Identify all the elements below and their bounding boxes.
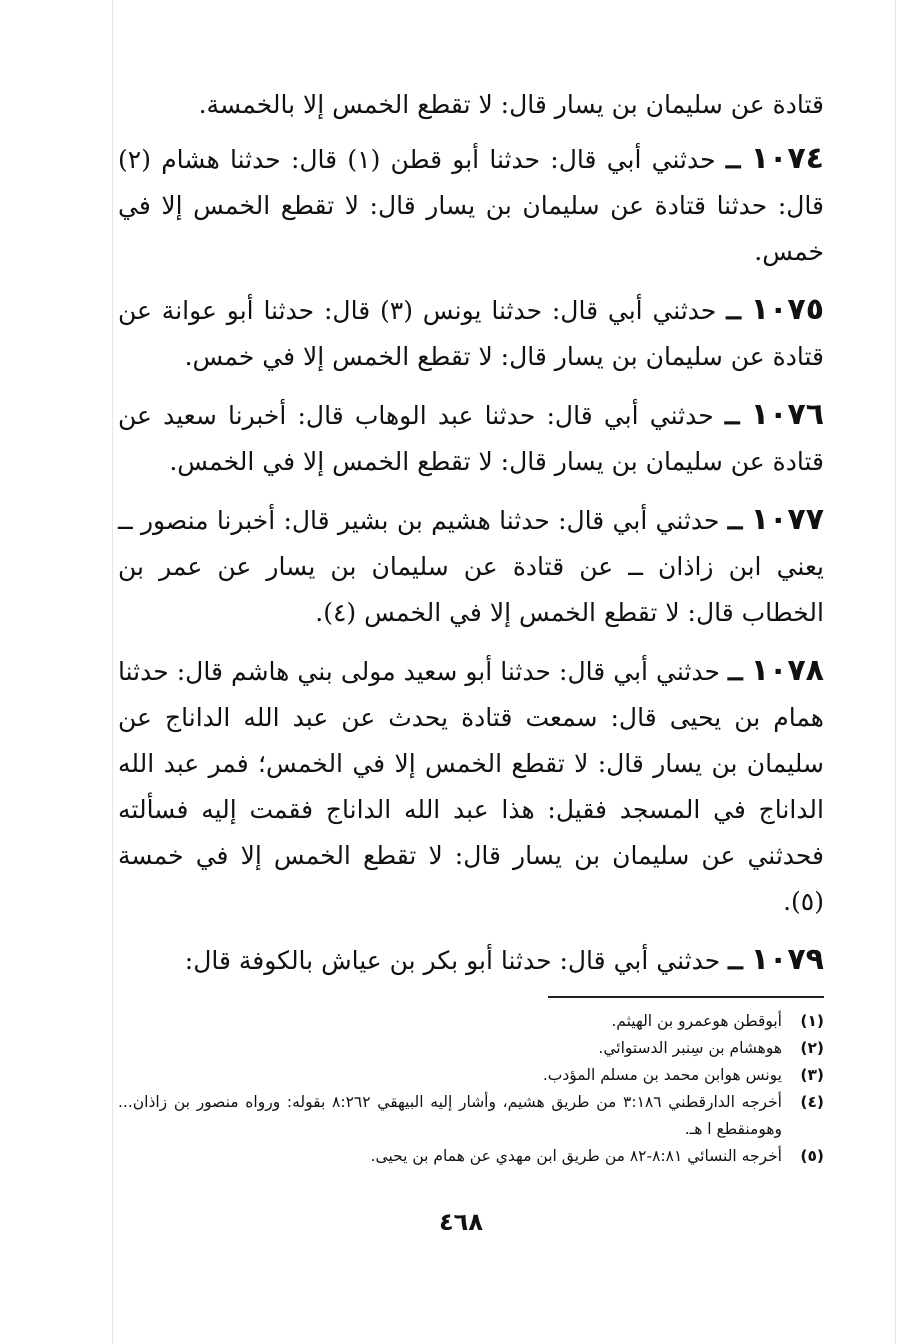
document-page (118, 82, 824, 1170)
hadith-dash: ــ (725, 145, 741, 174)
hadith-dash: ــ (728, 657, 743, 686)
hadith-text: حدثني أبي قال: حدثنا عبد الوهاب قال: أخبرنا سعيد عن قتادة عن سليمان بن يسار قال: لا تقطع الخمس إلا في الخمس. (118, 401, 824, 476)
hadith-number: ١٠٧٨ (750, 653, 824, 688)
footnote (118, 1143, 824, 1170)
footnote (118, 1035, 824, 1062)
footnote-number: (١) (800, 1012, 824, 1030)
footnote-number: (٥) (800, 1147, 824, 1165)
page-number: ٤٦٨ (439, 1208, 483, 1236)
hadith-number: ١٠٧٤ (750, 141, 824, 176)
footnote-number: (٣) (800, 1066, 824, 1084)
hadith-dash: ــ (727, 506, 743, 535)
footnote-text: أخرجه الدارقطني ٣:١٨٦ من طريق هشيم، وأشار إليه البيهقي ٨:٢٦٢ بقوله: ورواه منصور بن زاذان... وهومنقطع ا هـ. (118, 1093, 782, 1138)
hadith-1074 (118, 136, 824, 275)
hadith-dash: ــ (728, 946, 743, 975)
hadith-text: حدثني أبي قال: حدثنا هشيم بن بشير قال: أخبرنا منصور ــ يعني ابن زاذان ــ عن قتادة عن سليمان بن يسار عن عمر بن الخطاب قال: لا تقطع الخمس إلا في الخمس (٤). (118, 506, 824, 627)
hadith-number: ١٠٧٧ (750, 502, 825, 537)
hadith-1076 (118, 392, 824, 485)
hadith-1078 (118, 648, 824, 925)
hadith-1077 (118, 497, 824, 636)
hadith-text: حدثني أبي قال: حدثنا أبو بكر بن عياش بالكوفة قال: (184, 946, 721, 975)
hadith-text: حدثني أبي قال: حدثنا يونس (٣) قال: حدثنا أبو عوانة عن قتادة عن سليمان بن يسار قال: لا تقطع الخمس إلا في خمس. (118, 296, 824, 371)
footnote (118, 1089, 824, 1143)
hadith-dash: ــ (726, 296, 741, 325)
footnote-number: (٢) (800, 1039, 824, 1057)
footnote (118, 1062, 824, 1089)
footnote-number: (٤) (800, 1093, 824, 1111)
paragraph-continuation (118, 82, 824, 128)
page-edge-mark-left (112, 0, 113, 1344)
paragraph-text: قتادة عن سليمان بن يسار قال: لا تقطع الخمس إلا بالخمسة. (198, 90, 824, 119)
hadith-1075 (118, 287, 824, 380)
page-edge-mark-right (895, 0, 896, 1344)
footnotes (118, 1008, 824, 1170)
hadith-text: حدثني أبي قال: حدثنا أبو قطن (١) قال: حدثنا هشام (٢) قال: حدثنا قتادة عن سليمان بن يسار قال: لا تقطع الخمس إلا في خمس. (118, 145, 824, 266)
hadith-text: حدثني أبي قال: حدثنا أبو سعيد مولى بني هاشم قال: حدثنا همام بن يحيى قال: سمعت قتادة يحدث عن عبد الله الداناج عن سليمان بن يسار قال: لا تقطع الخمس إلا في الخمس؛ فمر عبد الله الداناج في المسجد فقيل: هذا عبد الله الداناج فقمت إليه فسألته فحدثني عن سليمان بن يسار قال: لا تقطع الخمس إلا في خمسة (٥). (118, 657, 824, 916)
hadith-1079 (118, 937, 824, 984)
footnote-text: يونس هوابن محمد بن مسلم المؤدب. (542, 1066, 782, 1084)
footnote-separator (548, 996, 824, 998)
hadith-number: ١٠٧٦ (750, 397, 825, 432)
footnote-text: أخرجه النسائي ٨:٨١-٨٢ من طريق ابن مهدي عن همام بن يحيى. (370, 1147, 782, 1165)
footnote-text: أبوقطن هوعمرو بن الهيثم. (611, 1012, 782, 1030)
hadith-number: ١٠٧٥ (750, 292, 825, 327)
hadith-dash: ــ (724, 401, 740, 430)
footnote (118, 1008, 824, 1035)
footnote-text: هوهشام بن سِنبر الدستوائي. (598, 1039, 782, 1057)
hadith-number: ١٠٧٩ (750, 942, 824, 977)
